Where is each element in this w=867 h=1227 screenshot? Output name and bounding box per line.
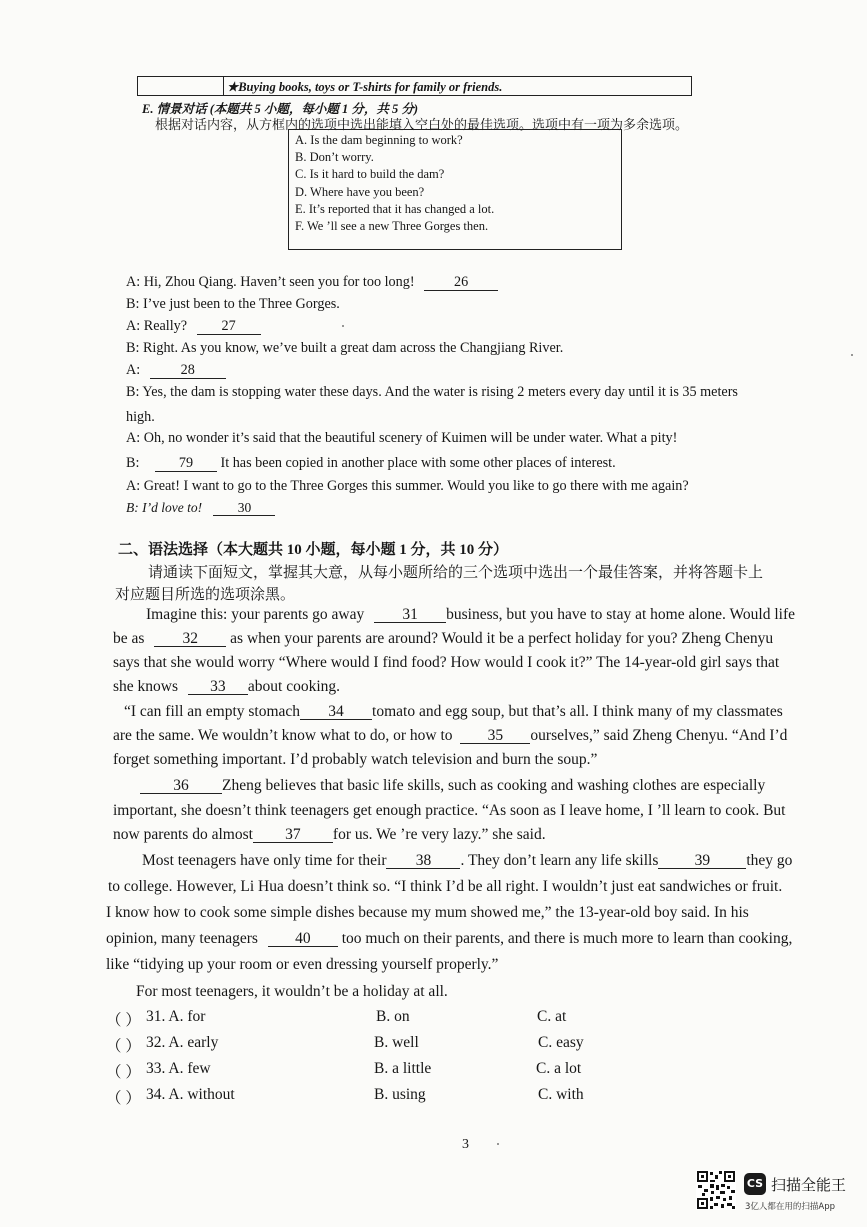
blank-29: 79 (155, 456, 217, 472)
choice-b: B. using (374, 1086, 426, 1103)
passage-text: too much on their parents, and there is much more to learn than cooking, (341, 930, 793, 947)
dialogue-text: A: (126, 362, 141, 378)
choice-paren: （ ） (106, 1064, 141, 1081)
scan-speck (342, 325, 344, 327)
passage-text: “I can fill an empty stomach (124, 703, 301, 720)
dialogue-line: B: Right. As you know, we’ve built a great dam across the Changjiang River. (126, 340, 564, 356)
passage-line: forget something important. I’d probably watch television and burn the soup.” (113, 751, 598, 768)
option-e: E. It’s reported that it has changed a lot. (295, 201, 495, 216)
section-2-title: 二、语法选择（本大题共 10 小题，每小题 1 分，共 10 分） (118, 542, 509, 558)
dialogue-text: B: (126, 455, 140, 471)
dialogue-line (126, 500, 275, 516)
page-number: 3 (462, 1137, 469, 1152)
option-a: A. Is the dam beginning to work? (295, 133, 463, 147)
blank-26: 26 (424, 275, 498, 291)
camscanner-app-name: 扫描全能王 (771, 1176, 847, 1194)
passage-text: they go (746, 852, 793, 869)
blank-38: 38 (386, 853, 460, 869)
passage-line: important, she doesn’t think teenagers get enough practice. “As soon as I leave home, I ’ll learn to cook. But (113, 802, 786, 819)
dialogue-text: A: Really? (126, 318, 188, 334)
blank-33: 33 (188, 679, 248, 695)
choice-b: B. a little (374, 1060, 432, 1077)
passage-text: for us. We ’re very lazy.” she said. (332, 826, 546, 843)
blank-36: 36 (140, 778, 222, 794)
choice-paren: （ ） (106, 1012, 141, 1029)
blank-35: 35 (460, 728, 530, 744)
passage-line (113, 727, 787, 745)
passage-text: tomato and egg soup, but that’s all. I think many of my classmates (372, 703, 783, 720)
dialogue-text: B: I’d love to! (126, 500, 203, 515)
passage-line (106, 930, 792, 948)
passage-text: Most teenagers have only time for their (142, 852, 387, 869)
option-c: C. Is it hard to build the dam? (295, 167, 445, 182)
section-2-instruction: 请通读下面短文，掌握其大意，从每小题所给的三个选项中选出一个最佳答案，并将答题卡上 (148, 565, 764, 581)
dialogue-line: A: Oh, no wonder it’s said that the beautiful scenery of Kuimen will be under water. What a pity! (126, 430, 678, 446)
camscanner-logo: CS (744, 1173, 766, 1195)
dialogue-text: A: Hi, Zhou Qiang. Haven’t seen you for too long! (126, 274, 415, 290)
passage-text: as when your parents are around? Would it be a perfect holiday for you? Zheng Chenyu (230, 630, 774, 647)
passage-text: now parents do almost (113, 826, 253, 843)
passage-line (113, 630, 773, 648)
choice-a: 34. A. without (146, 1086, 235, 1103)
passage-text: Imagine this: your parents go away (146, 606, 365, 623)
dialogue-line: B: Yes, the dam is stopping water these days. And the water is rising 2 meters every day until it is 35 meters (126, 384, 738, 400)
choice-a: 31. A. for (146, 1008, 206, 1025)
options-box (288, 129, 622, 250)
blank-30: 30 (213, 500, 275, 516)
passage-line (142, 852, 792, 870)
qr-code-icon (696, 1170, 736, 1210)
passage-line: For most teenagers, it wouldn’t be a holiday at all. (136, 983, 448, 1000)
blank-37: 37 (253, 827, 333, 843)
passage-line: says that she would worry “Where would I find food? How would I cook it?” The 14-year-old girl says that (113, 654, 780, 671)
passage-line (146, 606, 795, 624)
blank-34: 34 (300, 704, 372, 720)
passage-line: I know how to cook some simple dishes because my mum showed me,” the 13-year-old boy said. In his (106, 904, 749, 921)
dialogue-line (126, 362, 226, 379)
choice-b: B. on (376, 1008, 410, 1025)
dialogue-line: B: I’ve just been to the Three Gorges. (126, 296, 340, 312)
choice-c: C. easy (538, 1034, 584, 1051)
passage-text: opinion, many teenagers (106, 930, 258, 947)
passage-text: Zheng believes that basic life skills, such as cooking and washing clothes are especially (222, 777, 766, 794)
choice-c: C. with (538, 1086, 584, 1103)
dialogue-line: A: Great! I want to go to the Three Gorges this summer. Would you like to go there with me again? (126, 478, 689, 494)
choice-b: B. well (374, 1034, 419, 1051)
passage-text: about cooking. (247, 678, 341, 695)
passage-line: to college. However, Li Hua doesn’t think so. “I think I’d be all right. I wouldn’t just eat sandwiches or fruit. (108, 878, 783, 895)
passage-text: are the same. We wouldn’t know what to do, or how to (113, 727, 453, 744)
header-table-text: ★Buying books, toys or T-shirts for family or friends. (227, 80, 503, 94)
passage-line (113, 826, 546, 844)
blank-28: 28 (150, 363, 226, 379)
choice-a: 33. A. few (146, 1060, 211, 1077)
passage-line (113, 678, 340, 696)
option-d: D. Where have you been? (295, 184, 425, 199)
dialogue-line (126, 274, 498, 291)
choice-c: C. a lot (536, 1060, 582, 1077)
blank-27: 27 (197, 319, 261, 335)
passage-text: ourselves,” said Zheng Chenyu. “And I’d (530, 727, 788, 744)
passage-line: like “tidying up your room or even dressing yourself properly.” (106, 956, 499, 973)
table-divider (223, 77, 224, 95)
passage-text: be as (113, 630, 145, 647)
scan-speck (851, 354, 853, 356)
blank-31: 31 (374, 607, 446, 623)
blank-39: 39 (658, 853, 746, 869)
camscanner-tagline: 3亿人都在用的扫描App (745, 1202, 836, 1212)
passage-text: . They don’t learn any life skills (460, 852, 659, 869)
choice-c: C. at (537, 1008, 567, 1025)
dialogue-line (126, 318, 261, 335)
scan-speck (497, 1143, 499, 1145)
section-2-instruction-cont: 对应题目所选的选项涂黑。 (115, 587, 296, 603)
passage-line (140, 777, 765, 795)
blank-40: 40 (268, 931, 338, 947)
passage-line (124, 703, 783, 721)
passage-text: she knows (113, 678, 179, 695)
choice-a: 32. A. early (146, 1034, 219, 1051)
header-table-row (137, 76, 692, 96)
option-f: F. We ’ll see a new Three Gorges then. (295, 219, 489, 234)
dialogue-line: high. (126, 409, 155, 425)
blank-32: 32 (154, 631, 226, 647)
passage-text: business, but you have to stay at home alone. Would life (446, 606, 795, 623)
section-e-title: E. 情景对话 (本题共 5 小题，每小题 1 分，共 5 分) (142, 102, 419, 116)
choice-paren: （ ） (106, 1038, 141, 1055)
section-e-instruction: 根据对话内容，从方框内的选项中选出能填入空白处的最佳选项。选项中有一项为多余选项。 (155, 117, 689, 132)
option-b: B. Don’t worry. (295, 150, 374, 165)
dialogue-line (126, 455, 616, 472)
dialogue-text: It has been copied in another place with some other places of interest. (220, 455, 616, 471)
choice-paren: （ ） (106, 1090, 141, 1107)
